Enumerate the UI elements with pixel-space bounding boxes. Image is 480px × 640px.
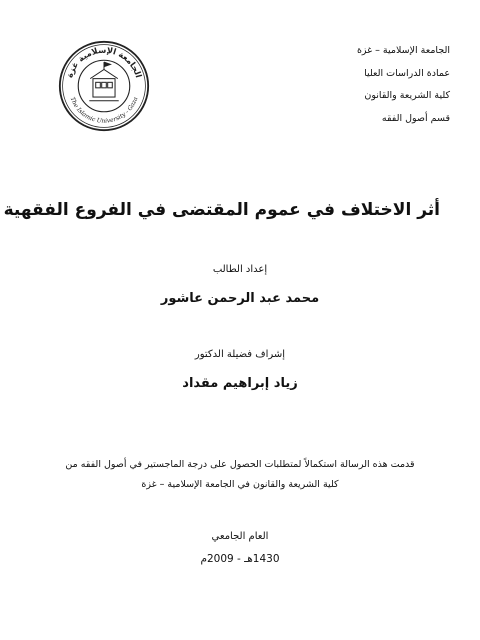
seal-arabic-text: الجامعة الإسلامية غزة — [64, 44, 144, 79]
department-name: قسم أصول الفقه — [381, 112, 450, 124]
thesis-title: أثر الاختلاف في عموم المقتضى في الفروع الفقهية — [3, 200, 440, 220]
faculty-name: كلية الشريعة والقانون — [364, 90, 450, 101]
academic-year: 1430هـ - 2009م — [200, 553, 280, 565]
seal-building-icon — [89, 62, 118, 101]
svg-text:The Islamic University - Gaza — [69, 96, 140, 125]
supervision-label: إشراف فضيلة الدكتور — [194, 349, 286, 360]
academic-year-label: العام الجامعي — [211, 531, 269, 542]
submission-statement — [20, 455, 460, 495]
prepared-by-label: إعداد الطالب — [212, 264, 268, 275]
supervisor-name: زياد إبراهيم مقداد — [182, 376, 298, 391]
university-seal-logo — [58, 40, 150, 132]
svg-text:الجامعة الإسلامية غزة — [64, 45, 144, 79]
deanship-name: عمادة الدراسات العليا — [364, 67, 450, 79]
student-name: محمد عبد الرحمن عاشور — [160, 291, 320, 306]
institution-header — [250, 40, 450, 130]
university-name: الجامعة الإسلامية – غزة — [356, 45, 450, 56]
seal-english-text: The Islamic University - Gaza — [68, 96, 140, 125]
statement-line-2: كلية الشريعة والقانون في الجامعة الإسلامية – غزة — [141, 479, 339, 490]
statement-line-1: قدمت هذه الرسالة استكمالاً لمتطلبات الحصول على درجة الماجستير في أصول الفقه من — [65, 459, 415, 470]
